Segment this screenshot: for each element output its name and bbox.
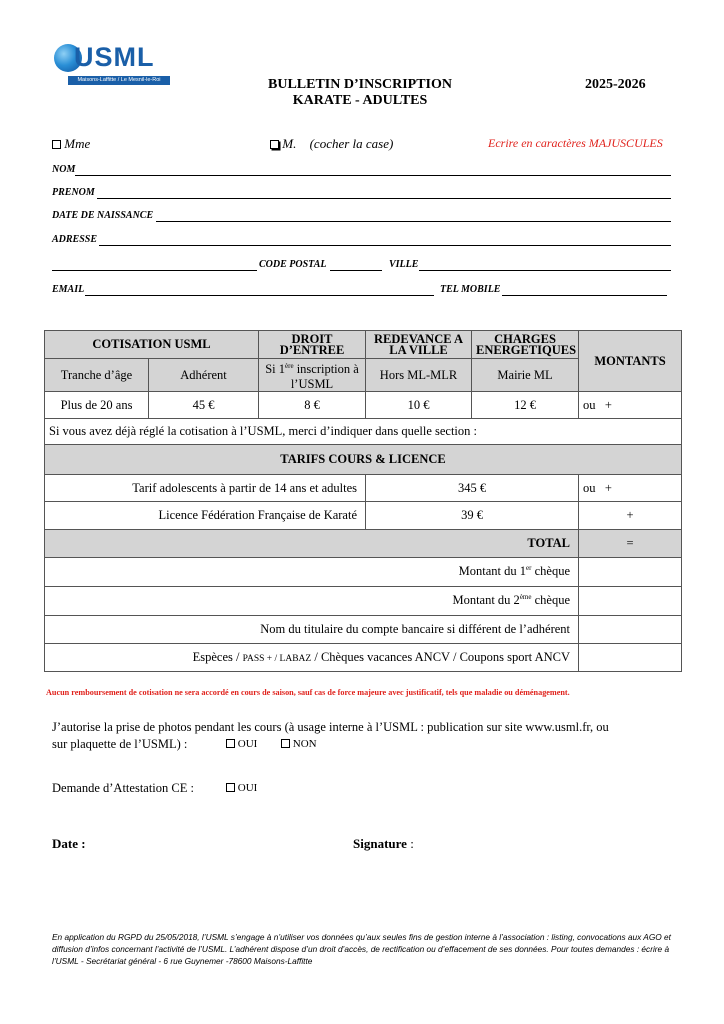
payment-label: Espèces / PASS + / LABAZ / Chèques vacances ANCV / Coupons sport ANCV xyxy=(45,644,579,672)
licence-value: 39 € xyxy=(366,502,579,530)
adresse-line-2[interactable] xyxy=(52,270,257,271)
adherent-price: 45 € xyxy=(149,392,259,419)
tranche-header: Tranche d’âge xyxy=(45,359,149,392)
montants-header: MONTANTS xyxy=(579,331,682,392)
code-postal-field[interactable] xyxy=(330,270,382,271)
tarif-label: Tarif adolescents à partir de 14 ans et adultes xyxy=(45,475,366,502)
photos-non-option[interactable] xyxy=(281,738,317,750)
droit-price: 8 € xyxy=(259,392,366,419)
nom-field[interactable] xyxy=(75,175,671,176)
code-postal-label: CODE POSTAL xyxy=(259,259,327,270)
refund-note: Aucun remboursement de cotisation ne sera accordé en cours de saison, sauf cas de force majeure avec justificatif, tels que maladie ou déménagement. xyxy=(46,688,570,697)
caps-note: Ecrire en caractères MAJUSCULES xyxy=(488,136,663,150)
title-line-2: KARATE - ADULTES xyxy=(292,93,428,108)
age-cell: Plus de 20 ans xyxy=(45,392,149,419)
prenom-label: PRENOM xyxy=(52,187,95,198)
mme-label: Mme xyxy=(64,136,91,151)
adresse-label: ADRESSE xyxy=(52,234,98,245)
naissance-label: DATE DE NAISSANCE xyxy=(52,210,154,221)
mme-checkbox[interactable] xyxy=(52,140,61,149)
photos-oui-label: OUI xyxy=(237,738,258,750)
montant-tarif[interactable]: ou + xyxy=(579,475,682,502)
title-line-1: BULLETIN D’INSCRIPTION xyxy=(268,77,452,92)
photos-non-label: NON xyxy=(292,738,317,750)
adherent-header: Adhérent xyxy=(149,359,259,392)
tarif-value: 345 € xyxy=(366,475,579,502)
mme-option[interactable] xyxy=(52,136,90,152)
email-field[interactable] xyxy=(85,295,434,296)
prenom-field[interactable] xyxy=(97,198,671,199)
payment-field[interactable] xyxy=(579,644,682,672)
cotisation-header: COTISATION USML xyxy=(45,331,259,359)
nom-label: NOM xyxy=(52,164,76,175)
redevance-header: REDEVANCE A LA VILLE xyxy=(366,331,472,359)
tarifs-header: TARIFS COURS & LICENCE xyxy=(45,445,682,475)
ville-label: VILLE xyxy=(389,259,419,270)
m-option[interactable] xyxy=(270,136,393,152)
cheque1-field[interactable] xyxy=(579,558,682,587)
date-label: Date : xyxy=(52,836,86,851)
charges-price: 12 € xyxy=(472,392,579,419)
tel-field[interactable] xyxy=(502,295,667,296)
adresse-field[interactable] xyxy=(99,245,671,246)
photos-oui-option[interactable] xyxy=(226,738,257,750)
attestation-oui-checkbox[interactable] xyxy=(226,783,235,792)
form-title xyxy=(240,77,480,109)
season-label: 2025-2026 xyxy=(585,77,646,92)
photos-oui-checkbox[interactable] xyxy=(226,739,235,748)
naissance-field[interactable] xyxy=(156,221,671,222)
droit-header: DROIT D’ENTREE xyxy=(259,331,366,359)
mairie-ml-header: Mairie ML xyxy=(472,359,579,392)
cheque2-label: Montant du 2ème chèque xyxy=(45,587,579,616)
total-value[interactable]: = xyxy=(579,530,682,558)
attestation-oui-option[interactable] xyxy=(226,782,257,794)
email-label: EMAIL xyxy=(52,284,85,295)
montant-licence[interactable]: + xyxy=(579,502,682,530)
titulaire-label: Nom du titulaire du compte bancaire si différent de l’adhérent xyxy=(45,616,579,644)
photos-non-checkbox[interactable] xyxy=(281,739,290,748)
titulaire-field[interactable] xyxy=(579,616,682,644)
total-label: TOTAL xyxy=(45,530,579,558)
ville-field[interactable] xyxy=(419,270,671,271)
attestation-oui-label: OUI xyxy=(237,782,258,794)
hors-ml-header: Hors ML-MLR xyxy=(366,359,472,392)
attestation-label: Demande d’Attestation CE : xyxy=(52,781,194,795)
charges-header: CHARGES ENERGETIQUES xyxy=(472,331,579,359)
rgpd-footer: En application du RGPD du 25/05/2018, l’USML s’engage à n’utiliser vos données qu’aux seules fins de gestion interne à l’association : listing, convocations aux AGO et diffusion d’infos concernant l’activité de l’USML. L’adhérent dispose d’un droit d’accès, de rectification ou d’effacement de ses données. Pour toutes demandes : écrire à l’USML - Secrétariat général - 6 rue Guynemer -78600 Maisons-Laffitte xyxy=(52,932,671,966)
m-label: M. xyxy=(282,136,297,151)
tarifs-table xyxy=(44,330,682,672)
licence-label: Licence Fédération Française de Karaté xyxy=(45,502,366,530)
redevance-price: 10 € xyxy=(366,392,472,419)
logo-subtitle: Maisons-Laffitte / Le Mesnil-le-Roi xyxy=(68,76,170,85)
cheque1-label: Montant du 1er chèque xyxy=(45,558,579,587)
tel-label: TEL MOBILE xyxy=(440,284,501,295)
logo-name: USML xyxy=(74,42,155,72)
m-checkbox[interactable] xyxy=(270,140,279,149)
usml-logo xyxy=(52,42,174,88)
photos-line-2: sur plaquette de l’USML) : xyxy=(52,737,188,751)
photos-line-1: J’autorise la prise de photos pendant les cours (à usage interne à l’USML : publication sur site www.usml.fr, ou xyxy=(52,720,609,734)
montant-cotisation[interactable]: ou + xyxy=(579,392,682,419)
civility-hint: (cocher la case) xyxy=(309,136,394,151)
cheque2-field[interactable] xyxy=(579,587,682,616)
signature-label: Signature : xyxy=(353,836,414,851)
premiere-inscription-header: Si 1ère inscription à l’USML xyxy=(259,359,366,392)
section-note[interactable]: Si vous avez déjà réglé la cotisation à l’USML, merci d’indiquer dans quelle section : xyxy=(45,419,682,445)
